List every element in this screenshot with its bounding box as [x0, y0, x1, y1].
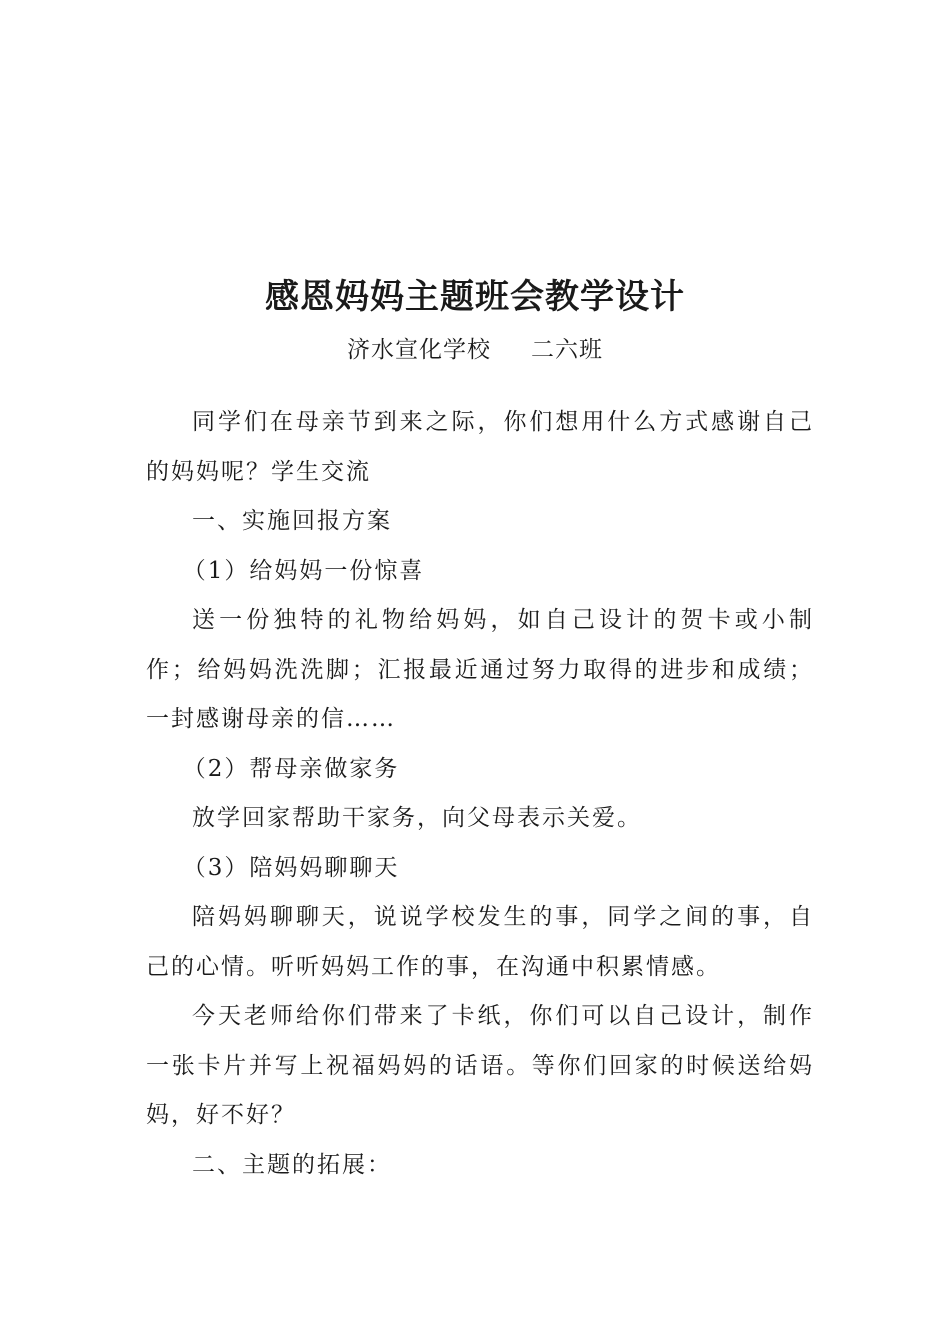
- paragraph-intro: 同学们在母亲节到来之际，你们想用什么方式感谢自己的妈妈呢？学生交流: [146, 409, 814, 485]
- document-subtitle: [0, 332, 950, 368]
- subsection-heading: （2）帮母亲做家务: [182, 755, 400, 782]
- paragraph: 放学回家帮助干家务，向父母表示关爱。: [192, 805, 642, 831]
- document-body: [146, 398, 814, 1190]
- subsection-heading: （3）陪妈妈聊聊天: [182, 854, 400, 881]
- section-heading: 二、主题的拓展：: [192, 1151, 392, 1178]
- paragraph: 今天老师给你们带来了卡纸，你们可以自己设计，制作一张卡片并写上祝福妈妈的话语。等你们回家的时候送给妈妈，好不好？: [146, 1003, 814, 1128]
- paragraph: 送一份独特的礼物给妈妈，如自己设计的贺卡或小制作；给妈妈洗洗脚；汇报最近通过努力取得的进步和成绩；一封感谢母亲的信……: [146, 607, 814, 732]
- paragraph: 陪妈妈聊聊天，说说学校发生的事，同学之间的事，自己的心情。听听妈妈工作的事，在沟通中积累情感。: [146, 904, 814, 980]
- section-heading: 一、实施回报方案: [192, 508, 392, 534]
- subsection-heading: （1）给妈妈一份惊喜: [182, 557, 425, 584]
- class-name: 二六班: [531, 337, 603, 363]
- school-name: 济水宣化学校: [347, 337, 491, 363]
- document-title: 感恩妈妈主题班会教学设计: [265, 277, 685, 317]
